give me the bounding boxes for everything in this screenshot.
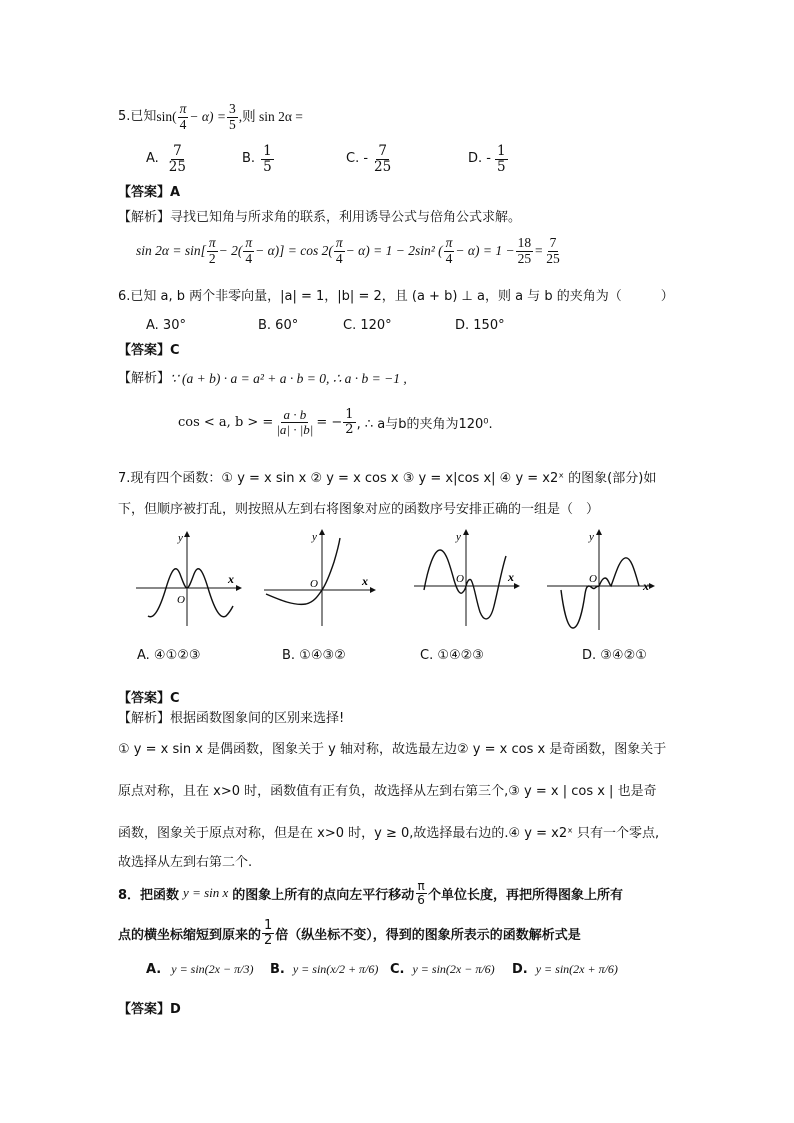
q6-option-b: B. 60° [258,318,299,333]
sol-frac [207,236,218,265]
option-expression: y = sin(2x + π/6) [535,962,618,976]
x-label: x [228,572,234,586]
stem-function: y = sin x [183,885,229,900]
q6-analysis [118,370,407,388]
frac-num: 7 [549,235,557,251]
curve [148,569,233,617]
frac-num: 1 [264,917,273,933]
q5-analysis: 【解析】寻找已知角与所求角的联系，利用诱导公式与倍角公式求解。 [118,210,522,225]
frac-num: 3 [228,101,236,117]
stem-part: 个单位长度，再把所得图象上所有 [427,887,623,903]
frac-den: 25 [546,250,560,266]
cos-frac [274,408,315,436]
frac-num: 1 [345,406,354,422]
option-label: D. - [468,151,491,166]
option-label: A. [146,151,159,166]
origin-label: O [456,573,464,585]
q8-answer: 【答案】D [118,1002,181,1017]
q8-option-d [512,962,618,977]
q7-explanation-line4: 故选择从左到右第二个. [118,855,253,870]
frac-num: π [445,235,453,251]
y-axis-arrow [184,531,190,537]
origin-label: O [310,578,318,590]
cos-left: cos < a, b > = [178,414,274,430]
y-label: y [178,532,183,544]
frac-num: π [417,878,425,893]
frac-den: |a| · |b| [276,421,314,437]
frac-den: 5 [496,158,506,175]
curve [266,538,340,604]
q7-option-d: D. ③④②① [582,648,647,663]
sol-part: sin 2α = sin[ [136,243,206,258]
q7-stem-line2: 下，但顺序被打乱，则按照从左到右将图象对应的函数序号安排正确的一组是（ ） [118,502,600,517]
option-label: C. - [346,151,369,166]
frac-den: 4 [245,250,253,266]
q5-stem-pi-over-4 [178,102,189,131]
cos-mid: = − [316,414,343,430]
q6-stem: 6.已知 a, b 两个非零向量，|a| = 1，|b| = 2，且 (a + b) ⊥ a，则 a 与 b 的夹角为（ ） [118,289,674,304]
frac-den: 2 [208,250,216,266]
q7-explanation-line1: ① y = x sin x 是偶函数，图象关于 y 轴对称，故选最左边② y = x cos x 是奇函数，图象关于 [118,742,667,757]
frac-num: π [179,101,187,117]
stem-pi-over-6 [415,880,427,906]
q5-stem-three-fifths [227,102,238,131]
frac-den: 2 [345,421,354,437]
sol-frac [334,236,345,265]
q7-graph-2 [260,528,378,628]
option-frac [167,144,188,173]
stem-part: 的图象上所有的点向左平行移动 [232,887,415,903]
q8-option-b [270,962,378,977]
frac-num: 18 [517,235,532,251]
sol-part: − α) = 1 − 2sin² ( [345,243,443,258]
origin-label: O [589,573,597,585]
q5-solution [136,232,563,270]
x-axis-arrow [236,585,242,591]
q5-option-c [346,140,394,178]
q7-stem-line1: 7.现有四个函数：① y = x sin x ② y = x cos x ③ y = x|cos x| ④ y = x2ˣ 的图象(部分)如 [118,471,657,486]
frac-num: π [335,235,343,251]
frac-den: 2 [264,932,273,948]
frac-num: a · b [283,406,307,422]
q7-explanation-line2: 原点对称，且在 x>0 时，函数值有正有负，故选择从左到右第三个,③ y = x | cos x | 也是奇 [118,784,657,799]
curve [561,558,639,628]
frac-den: 25 [517,250,532,266]
option-label: B. [242,151,256,166]
option-label: D. [512,962,528,977]
q5-stem-minus-alpha: − α) = [189,109,226,124]
q8-stem-line2 [118,913,581,953]
q5-stem-prefix: 5.已知 [118,109,157,124]
frac-num: 1 [496,143,506,160]
q6-answer: 【答案】C [118,343,180,358]
y-label: y [589,531,594,543]
q7-answer: 【答案】C [118,691,180,706]
frac-num: π [245,235,253,251]
option-frac [495,144,508,173]
frac-den: 4 [335,250,343,266]
q5-answer: 【答案】A [118,185,181,200]
sol-frac [544,236,562,265]
x-axis-arrow [370,587,376,593]
curve [424,550,506,619]
q6-option-d: D. 150° [455,318,505,333]
frac-den: 4 [179,116,187,132]
q7-analysis: 【解析】根据函数图象间的区别来选择! [118,711,345,726]
analysis-label: 【解析】 [118,371,171,386]
sol-frac [444,236,455,265]
q8-option-a [146,962,253,977]
y-axis-arrow [596,529,602,535]
q8-option-c [390,962,495,977]
q7-explanation-line3: 函数，图象关于原点对称，但是在 x>0 时，y ≥ 0,故选择最右边的.④ y = x2ˣ 只有一个零点, [118,826,660,841]
stem-part: 8．把函数 [118,887,180,903]
stem-half [262,919,274,947]
frac-den: 4 [445,250,453,266]
sol-part: − α)] = cos 2( [255,243,333,258]
option-expression: y = sin(x/2 + π/6) [292,962,379,976]
q5-option-a [146,140,189,178]
q5-stem [118,98,303,136]
frac-den: 5 [263,158,272,175]
q7-graph-4 [545,528,657,632]
stem-part: 倍（纵坐标不变），得到的图象所表示的函数解析式是 [275,927,581,943]
cos-end: , ∴ a与b的夹角为120⁰. [356,416,493,432]
q6-option-c: C. 120° [343,318,392,333]
q7-option-a: A. ④①②③ [137,648,201,663]
stem-part: 点的横坐标缩短到原来的 [118,927,262,943]
x-label: x [362,574,368,588]
q5-option-d [468,140,509,178]
frac-num: π [208,235,216,251]
sol-part: − 2( [218,243,243,258]
sol-part: = [534,243,544,258]
q7-graph-1 [132,528,242,628]
analysis-line: ∵ (a + b) · a = a² + a · b = 0, ∴ a · b = −1 , [170,371,407,386]
q5-stem-sin: sin( [156,109,177,124]
y-axis-arrow [319,529,325,535]
frac-den: 6 [417,892,425,907]
frac-den: 5 [228,116,236,132]
option-expression: y = sin(2x − π/3) [171,962,254,976]
x-axis-arrow [649,583,655,589]
option-expression: y = sin(2x − π/6) [412,962,495,976]
option-label: A. [146,962,162,977]
x-label: x [508,570,514,584]
y-axis-arrow [463,529,469,535]
x-axis-arrow [514,583,520,589]
frac-den: 25 [168,158,186,175]
sol-frac [516,236,534,265]
sol-part: − α) = 1 − [455,243,515,258]
frac-den: 25 [374,158,392,175]
frac-num: 7 [378,143,387,160]
option-frac [261,144,274,173]
q7-option-b: B. ①④③② [282,648,346,663]
option-frac [372,144,393,173]
q7-option-c: C. ①④②③ [420,648,484,663]
q8-stem-line1 [118,874,623,912]
cos-half [343,408,355,436]
q5-stem-suffix: ,则 sin 2α = [238,109,303,124]
origin-label: O [177,594,185,606]
frac-num: 1 [263,143,272,160]
sol-frac [243,236,254,265]
y-label: y [456,531,461,543]
q6-option-a: A. 30° [146,318,186,333]
q6-cos-formula [178,400,493,444]
option-label: C. [390,962,405,977]
x-label: x [643,579,649,593]
q5-option-b [242,140,275,178]
q7-graph-3 [410,528,522,628]
y-label: y [312,531,317,543]
option-label: B. [270,962,285,977]
frac-num: 7 [173,143,182,160]
